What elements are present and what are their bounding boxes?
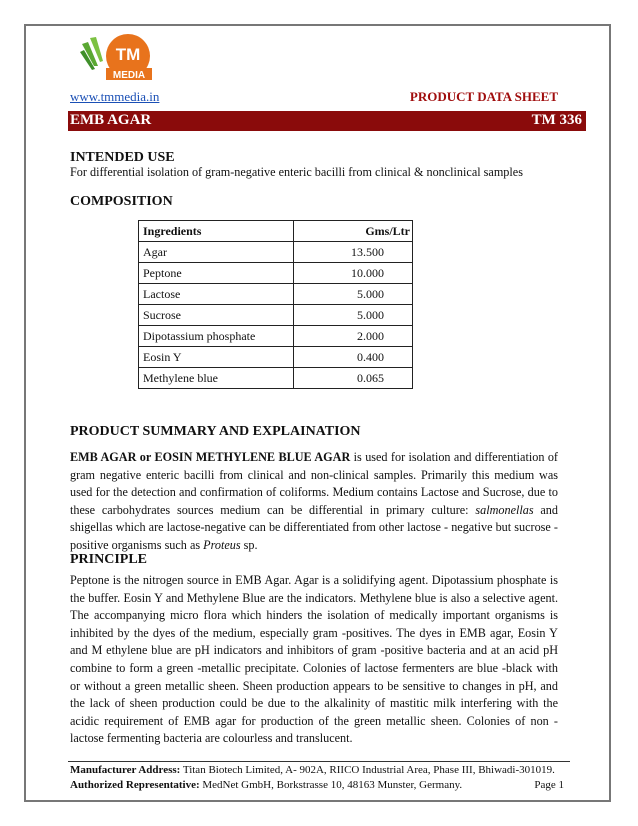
- amount-cell: 5.000: [294, 305, 413, 326]
- summary-part: sp.: [240, 537, 258, 552]
- ingredient-cell: Eosin Y: [139, 347, 294, 368]
- composition-heading: COMPOSITION: [70, 194, 173, 209]
- authorized-representative: [70, 779, 564, 791]
- footer-divider: [68, 761, 570, 762]
- summary-part: and shigellas which are lactose-negative can be differentiated from other lactose - negative but sucrose - positive organisms such as: [70, 502, 558, 552]
- representative-label: Authorized Representative:: [70, 779, 200, 791]
- ingredient-cell: Dipotassium phosphate: [139, 326, 294, 347]
- table-row: [139, 263, 413, 284]
- amount-cell: 0.065: [294, 368, 413, 389]
- amount-cell: 10.000: [294, 263, 413, 284]
- table-row: [139, 242, 413, 263]
- product-code: TM 336: [531, 112, 582, 128]
- manufacturer-text: Titan Biotech Limited, A- 902A, RIICO Industrial Area, Phase III, Bhiwadi-301019.: [180, 764, 555, 776]
- column-header: Ingredients: [139, 221, 294, 242]
- amount-cell: 5.000: [294, 284, 413, 305]
- amount-cell: 0.400: [294, 347, 413, 368]
- ingredient-cell: Lactose: [139, 284, 294, 305]
- summary-italic: Proteus: [203, 537, 241, 552]
- table-row: [139, 326, 413, 347]
- table-header-row: [139, 221, 413, 242]
- page-number: Page 1: [534, 779, 564, 791]
- summary-italic: salmonellas: [475, 502, 534, 517]
- summary-bold-lead: EMB AGAR or EOSIN METHYLENE BLUE AGAR: [70, 450, 351, 464]
- product-title-bar: [68, 111, 586, 131]
- ingredient-cell: Agar: [139, 242, 294, 263]
- product-name: EMB AGAR: [70, 112, 152, 128]
- intended-use-heading: INTENDED USE: [70, 150, 175, 165]
- table-row: [139, 305, 413, 326]
- sheet-type: PRODUCT DATA SHEET: [409, 89, 558, 104]
- manufacturer-address: [70, 764, 564, 776]
- amount-cell: 2.000: [294, 326, 413, 347]
- tm-media-logo: [76, 32, 168, 82]
- principle-heading: PRINCIPLE: [70, 552, 148, 567]
- table-row: [139, 368, 413, 389]
- ingredient-cell: Methylene blue: [139, 368, 294, 389]
- summary-heading: PRODUCT SUMMARY AND EXPLAINATION: [70, 424, 361, 439]
- ingredient-cell: Sucrose: [139, 305, 294, 326]
- summary-part: is used for isolation and differentiation of gram negative enteric bacilli from clinical and non-clinical samples. Primarily this medium was used for the detection and confirmation of coliforms. Medium contains Lactose and Sucrose, due to these carbohydrates sources medium can be differential in primary culture:: [70, 450, 558, 517]
- column-header: Gms/Ltr: [294, 221, 413, 242]
- ingredient-cell: Peptone: [139, 263, 294, 284]
- website-link[interactable]: www.tmmedia.in: [70, 89, 160, 104]
- table-row: [139, 284, 413, 305]
- svg-text:MEDIA: MEDIA: [112, 70, 146, 81]
- principle-text: Peptone is the nitrogen source in EMB Agar. Agar is a solidifying agent. Dipotassium phosphate is the buffer. Eosin Y and Methylene Blue are the indicators. Methylene blue is also a selective agent. The accompanying micro flora which hinders the isolation of medically important organisms is inhibited by the dyes of the medium, especially gram -positives. The dyes in EMB agar, Eosin Y and M ethylene blue are pH indicators and inhibitors of gram -positive bacteria and at an acid pH combine to form a green -metallic precipitate. Colonies of lactose fermenters are blue -black with or without a green metallic sheen. Sheen production appears to be sensitive to changes in pH, and the lack of sheen production could be due to the alkalinity of mastitic milk interfering with the acidic requirement of EMB agar for production of the green metallic sheen. Colonies of non -lactose fermenting bacteria are colourless and translucent.: [70, 573, 558, 746]
- intended-use-text: For differential isolation of gram-negative enteric bacilli from clinical & nonclinical samples: [70, 165, 523, 179]
- manufacturer-label: Manufacturer Address:: [70, 764, 181, 776]
- representative-text: MedNet GmbH, Borkstrasse 10, 48163 Munster, Germany.: [199, 779, 463, 791]
- summary-text: [70, 449, 558, 555]
- table-row: [139, 347, 413, 368]
- page-header: [70, 89, 558, 105]
- composition-table: [138, 220, 413, 389]
- amount-cell: 13.500: [294, 242, 413, 263]
- svg-text:TM: TM: [115, 45, 141, 64]
